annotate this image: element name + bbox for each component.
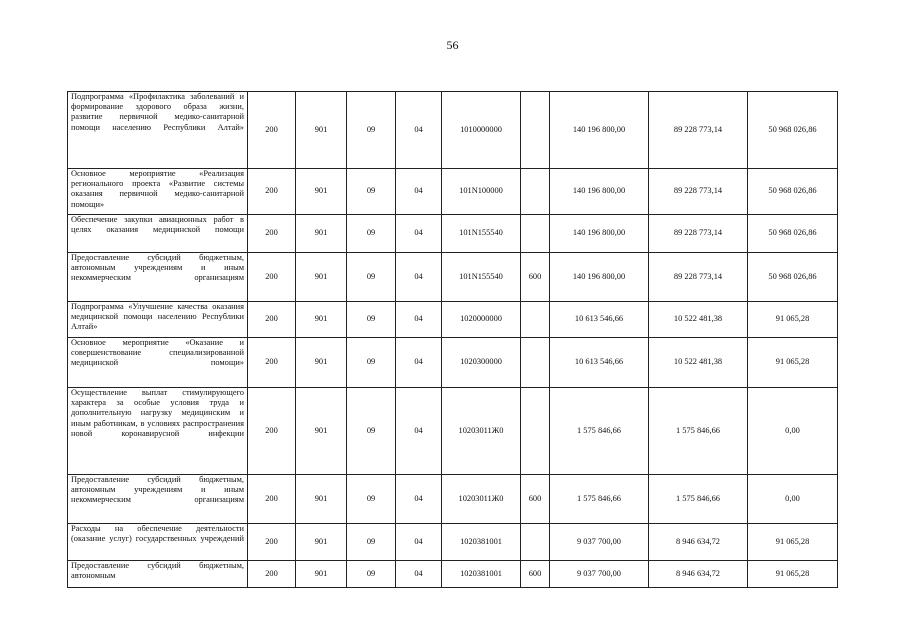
cell-amount-remaining: 91 065,28 bbox=[748, 524, 838, 561]
cell-amount-executed: 8 946 634,72 bbox=[649, 524, 748, 561]
cell-target-code: 10203011Ж0 bbox=[442, 388, 521, 475]
cell-expense-type bbox=[521, 92, 550, 169]
cell-description: Предоставление субсидий бюджетным, автономным учреждениям и иным некоммерческим организациям bbox=[68, 253, 248, 302]
cell-amount-remaining: 91 065,28 bbox=[748, 338, 838, 388]
cell-amount-executed: 89 228 773,14 bbox=[649, 169, 748, 215]
cell-description: Осуществление выплат стимулирующего характера за особые условия труда и дополнительную нагрузку медицинским и иным работникам, в условиях распространения новой коронавирусной инфекции bbox=[68, 388, 248, 475]
cell-col-1: 200 bbox=[248, 215, 296, 253]
cell-amount-remaining: 50 968 026,86 bbox=[748, 215, 838, 253]
cell-col-2: 901 bbox=[296, 524, 347, 561]
cell-amount-planned: 10 613 546,66 bbox=[550, 338, 649, 388]
cell-col-1: 200 bbox=[248, 253, 296, 302]
table-row bbox=[68, 253, 838, 302]
budget-table-body bbox=[68, 92, 838, 588]
cell-col-1: 200 bbox=[248, 169, 296, 215]
table-row bbox=[68, 302, 838, 338]
table-row bbox=[68, 524, 838, 561]
cell-col-3: 09 bbox=[347, 338, 396, 388]
cell-col-3: 09 bbox=[347, 561, 396, 588]
cell-col-4: 04 bbox=[396, 302, 442, 338]
cell-amount-remaining: 91 065,28 bbox=[748, 561, 838, 588]
cell-col-4: 04 bbox=[396, 524, 442, 561]
cell-col-2: 901 bbox=[296, 92, 347, 169]
cell-target-code: 101N155540 bbox=[442, 215, 521, 253]
table-row bbox=[68, 92, 838, 169]
cell-amount-planned: 9 037 700,00 bbox=[550, 524, 649, 561]
cell-amount-planned: 140 196 800,00 bbox=[550, 169, 649, 215]
table-row bbox=[68, 475, 838, 524]
cell-target-code: 10203011Ж0 bbox=[442, 475, 521, 524]
cell-expense-type bbox=[521, 338, 550, 388]
cell-col-4: 04 bbox=[396, 169, 442, 215]
cell-amount-executed: 1 575 846,66 bbox=[649, 475, 748, 524]
cell-amount-executed: 89 228 773,14 bbox=[649, 253, 748, 302]
cell-description: Основное мероприятие «Оказание и совершенствование специализированной медицинской помощи» bbox=[68, 338, 248, 388]
cell-description: Основное мероприятие «Реализация регионального проекта «Развитие системы оказания первичной медико-санитарной помощи» bbox=[68, 169, 248, 215]
cell-amount-remaining: 50 968 026,86 bbox=[748, 169, 838, 215]
cell-amount-executed: 89 228 773,14 bbox=[649, 92, 748, 169]
table-row bbox=[68, 338, 838, 388]
cell-col-4: 04 bbox=[396, 253, 442, 302]
cell-amount-remaining: 0,00 bbox=[748, 475, 838, 524]
cell-col-2: 901 bbox=[296, 302, 347, 338]
cell-col-3: 09 bbox=[347, 253, 396, 302]
cell-amount-remaining: 0,00 bbox=[748, 388, 838, 475]
cell-col-4: 04 bbox=[396, 92, 442, 169]
cell-col-1: 200 bbox=[248, 338, 296, 388]
cell-amount-remaining: 91 065,28 bbox=[748, 302, 838, 338]
cell-col-3: 09 bbox=[347, 92, 396, 169]
cell-amount-planned: 140 196 800,00 bbox=[550, 92, 649, 169]
cell-col-1: 200 bbox=[248, 388, 296, 475]
cell-col-4: 04 bbox=[396, 215, 442, 253]
cell-col-1: 200 bbox=[248, 475, 296, 524]
cell-target-code: 1020381001 bbox=[442, 561, 521, 588]
cell-col-3: 09 bbox=[347, 475, 396, 524]
cell-expense-type bbox=[521, 388, 550, 475]
cell-amount-executed: 1 575 846,66 bbox=[649, 388, 748, 475]
cell-amount-planned: 140 196 800,00 bbox=[550, 253, 649, 302]
cell-expense-type: 600 bbox=[521, 253, 550, 302]
cell-col-2: 901 bbox=[296, 561, 347, 588]
cell-col-1: 200 bbox=[248, 524, 296, 561]
cell-amount-planned: 9 037 700,00 bbox=[550, 561, 649, 588]
cell-col-2: 901 bbox=[296, 169, 347, 215]
cell-expense-type bbox=[521, 524, 550, 561]
table-row bbox=[68, 388, 838, 475]
cell-col-3: 09 bbox=[347, 169, 396, 215]
cell-col-3: 09 bbox=[347, 302, 396, 338]
cell-amount-executed: 8 946 634,72 bbox=[649, 561, 748, 588]
cell-col-1: 200 bbox=[248, 302, 296, 338]
page-number: 56 bbox=[446, 38, 459, 52]
cell-amount-executed: 10 522 481,38 bbox=[649, 338, 748, 388]
cell-col-4: 04 bbox=[396, 475, 442, 524]
cell-expense-type bbox=[521, 215, 550, 253]
cell-target-code: 1020300000 bbox=[442, 338, 521, 388]
cell-description: Предоставление субсидий бюджетным, автономным bbox=[68, 561, 248, 588]
cell-col-3: 09 bbox=[347, 388, 396, 475]
cell-description: Предоставление субсидий бюджетным, автономным учреждениям и иным некоммерческим организациям bbox=[68, 475, 248, 524]
cell-expense-type bbox=[521, 169, 550, 215]
cell-col-4: 04 bbox=[396, 561, 442, 588]
cell-col-3: 09 bbox=[347, 215, 396, 253]
cell-description: Обеспечение закупки авиационных работ в целях оказания медицинской помощи bbox=[68, 215, 248, 253]
cell-amount-planned: 1 575 846,66 bbox=[550, 388, 649, 475]
cell-amount-remaining: 50 968 026,86 bbox=[748, 92, 838, 169]
cell-amount-planned: 1 575 846,66 bbox=[550, 475, 649, 524]
cell-amount-planned: 140 196 800,00 bbox=[550, 215, 649, 253]
cell-expense-type: 600 bbox=[521, 561, 550, 588]
cell-target-code: 101N100000 bbox=[442, 169, 521, 215]
cell-amount-remaining: 50 968 026,86 bbox=[748, 253, 838, 302]
cell-col-2: 901 bbox=[296, 215, 347, 253]
cell-expense-type: 600 bbox=[521, 475, 550, 524]
budget-table bbox=[67, 91, 838, 588]
cell-col-2: 901 bbox=[296, 475, 347, 524]
cell-description: Подпрограмма «Улучшение качества оказания медицинской помощи населению Республики Алтай» bbox=[68, 302, 248, 338]
cell-target-code: 1020381001 bbox=[442, 524, 521, 561]
cell-col-2: 901 bbox=[296, 338, 347, 388]
cell-target-code: 101N155540 bbox=[442, 253, 521, 302]
cell-col-1: 200 bbox=[248, 92, 296, 169]
cell-col-2: 901 bbox=[296, 388, 347, 475]
cell-col-2: 901 bbox=[296, 253, 347, 302]
table-row bbox=[68, 215, 838, 253]
cell-description: Расходы на обеспечение деятельности (оказание услуг) государственных учреждений bbox=[68, 524, 248, 561]
cell-expense-type bbox=[521, 302, 550, 338]
cell-col-4: 04 bbox=[396, 388, 442, 475]
cell-target-code: 1020000000 bbox=[442, 302, 521, 338]
cell-amount-executed: 89 228 773,14 bbox=[649, 215, 748, 253]
cell-col-3: 09 bbox=[347, 524, 396, 561]
cell-target-code: 1010000000 bbox=[442, 92, 521, 169]
cell-amount-planned: 10 613 546,66 bbox=[550, 302, 649, 338]
cell-description: Подпрограмма «Профилактика заболеваний и формирование здорового образа жизни, развитие первичной медико-санитарной помощи населению Республики Алтай» bbox=[68, 92, 248, 169]
cell-col-1: 200 bbox=[248, 561, 296, 588]
cell-amount-executed: 10 522 481,38 bbox=[649, 302, 748, 338]
table-row bbox=[68, 561, 838, 588]
cell-col-4: 04 bbox=[396, 338, 442, 388]
table-row bbox=[68, 169, 838, 215]
